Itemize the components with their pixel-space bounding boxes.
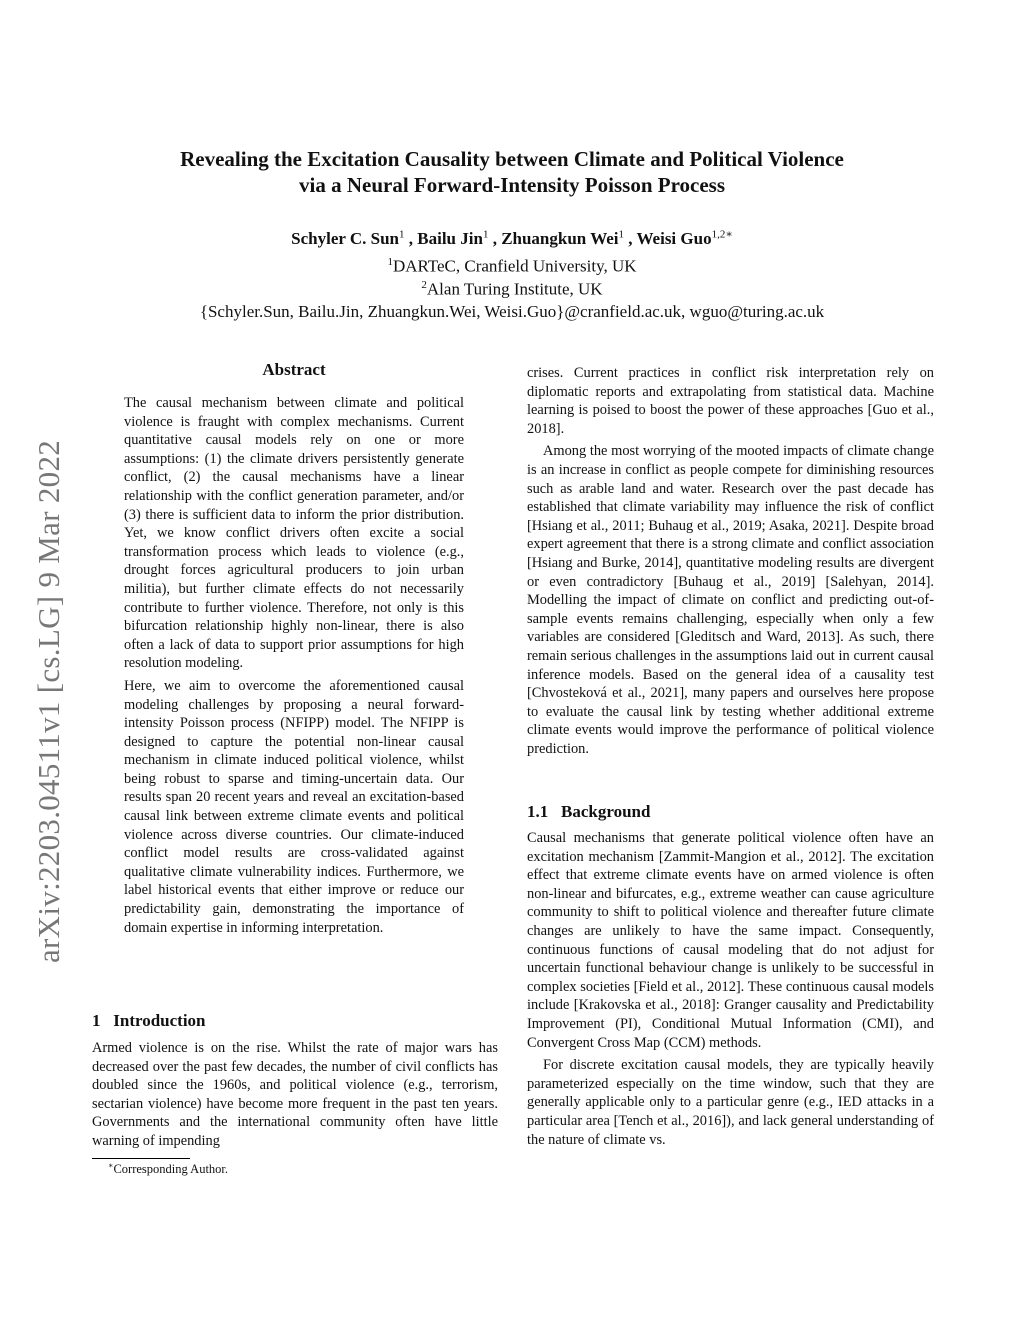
section-background-heading bbox=[527, 802, 650, 822]
author-2: Bailu Jin bbox=[417, 228, 483, 248]
paper-title bbox=[100, 146, 924, 198]
footnote-rule bbox=[92, 1158, 190, 1159]
section-title: Introduction bbox=[113, 1011, 206, 1030]
footnote bbox=[108, 1161, 228, 1177]
introduction-paragraph-2: Among the most worrying of the mooted impacts of climate change is an increase in conflict as people compete for diminishing resources such as arable land and water. Research over the past decade has established that climate variability may influence the risk of conflict [Hsiang et al., 2011; Buhaug et al., 2019; Asaka, 2021]. Despite broad expert agreement that there is a strong climate and conflict association [Hsiang and Burke, 2014], quantitative modeling results are divergent or even contradictory [Buhaug et al., 2019] [Salehyan, 2014]. Modelling the impact of climate on conflict and predicting out-of-sample events remains challenging, especially when only a few variables are considered [Gleditsch and Ward, 2013]. As such, there remain serious challenges in the assumptions laid out in current causal inference models. Based on the general idea of a causality test [Chvosteková et al., 2021], many papers and ourselves here propose to evaluate the causal link by testing whether additional extreme climate events would improve the performance of political violence prediction. bbox=[527, 443, 934, 757]
introduction-body-right bbox=[527, 364, 934, 758]
introduction-body-left bbox=[92, 1039, 498, 1151]
author-4-sup: 1,2∗ bbox=[711, 228, 733, 240]
author-emails: {Schyler.Sun, Bailu.Jin, Zhuangkun.Wei, Weisi.Guo}@cranfield.ac.uk, wguo@turing.ac.uk bbox=[199, 302, 825, 321]
title-line-2: via a Neural Forward-Intensity Poisson Process bbox=[299, 173, 725, 197]
affiliation-2 bbox=[100, 274, 924, 301]
title-line-1: Revealing the Excitation Causality between Climate and Political Violence bbox=[180, 147, 844, 171]
section-number: 1 bbox=[92, 1011, 101, 1030]
abstract-body bbox=[124, 394, 464, 937]
introduction-paragraph-continued: crises. Current practices in conflict risk interpretation rely on diplomatic reports and extrapolating from statistical data. Machine learning is poised to boost the power of these approaches [Guo et al., 2018]. bbox=[527, 365, 934, 437]
footnote-mark: ∗ bbox=[108, 1161, 114, 1170]
arxiv-stamp-text: arXiv:2203.04511v1 [cs.LG] 9 Mar 2022 bbox=[31, 439, 66, 963]
author-1: Schyler C. Sun bbox=[291, 228, 400, 248]
background-paragraph-1: Causal mechanisms that generate political violence often have an excitation mechanism [Zammit-Mangion et al., 2012]. The excitation effect that extreme climate events have on armed violence is often non-linear and bifurcates, e.g., extreme weather can cause agriculture community to shift to political violence and thereafter future climate changes are unlikely to have the same impact. Consequently, continuous functions of causal modeling that do not adjust for uncertain functional behaviour change is unlikely to be successful in complex societies [Field et al., 2012]. These continuous causal models include [Krakovska et al., 2018]: Granger causality and Predictability Improvement (PI), Conditional Mutual Information (CMI), and Convergent Cross Map (CCM) methods. bbox=[527, 830, 934, 1051]
abstract-paragraph-1: The causal mechanism between climate and political violence is fraught with complex mechanisms. Current quantitative causal models rely on one or more assumptions: (1) the climate drivers persistently generate conflict, (2) the causal mechanisms have a linear relationship with the conflict generation parameter, and/or (3) there is sufficient data to inform the prior distribution. Yet, we know conflict drivers often excite a social transformation process which leads to violence (e.g., drought forces agricultural producers to join urban militia), but further climate effects do not necessarily contribute to further violence. Therefore, not only is this bifurcation relationship highly non-linear, there is also often a lack of data to support prior assumptions for high resolution modeling. bbox=[124, 395, 464, 672]
author-3: Zhuangkun Wei bbox=[501, 228, 619, 248]
author-3-sup: 1 bbox=[618, 228, 625, 240]
affiliation-1-sup: 1 bbox=[387, 256, 393, 268]
author-1-sup: 1 bbox=[399, 228, 405, 240]
background-paragraph-2: For discrete excitation causal models, they are typically heavily parameterized especially on the time window, such that they are generally applicable only to a particular genre (e.g., IED attacks in a particular area [Tench et al., 2016]), and lack general understanding of the nature of climate vs. bbox=[527, 1057, 934, 1148]
affiliation-2-text: Alan Turing Institute, UK bbox=[426, 279, 603, 299]
background-body bbox=[527, 829, 934, 1149]
introduction-paragraph-1: Armed violence is on the rise. Whilst the rate of major wars has decreased over the past few decades, the number of civil conflicts has doubled since the 1960s, and political violence (e.g., terrorism, sectarian violence) have become more frequent in the past ten years. Governments and the international community often have little warning of impending bbox=[92, 1040, 498, 1149]
section-introduction-heading bbox=[92, 1011, 206, 1031]
author-separator: , bbox=[488, 228, 502, 248]
abstract-heading: Abstract bbox=[262, 360, 326, 379]
footnote-text: Corresponding Author. bbox=[113, 1162, 229, 1177]
affiliation-2-sup: 2 bbox=[421, 279, 427, 291]
author-separator: , bbox=[624, 228, 637, 248]
affiliation-1-text: DARTeC, Cranfield University, UK bbox=[392, 256, 637, 276]
subsection-title: Background bbox=[561, 802, 651, 821]
subsection-number: 1.1 bbox=[527, 802, 549, 821]
author-2-sup: 1 bbox=[482, 228, 489, 240]
arxiv-stamp bbox=[23, 355, 66, 963]
author-separator: , bbox=[404, 228, 418, 248]
author-list bbox=[100, 223, 924, 250]
abstract-paragraph-2: Here, we aim to overcome the aforementioned causal modeling challenges by proposing a neural forward-intensity Poisson process (NFIPP) model. The NFIPP is designed to capture the potential non-linear causal mechanism in climate induced political violence, whilst being robust to sparse and timing-uncertain data. Our results span 20 recent years and reveal an excitation-based causal link between extreme climate events and political violence across diverse countries. Our climate-induced conflict model results are cross-validated against qualitative climate vulnerability indices. Furthermore, we label historical events that either improve or reduce our predictability gain, demonstrating the importance of domain expertise in informing interpretation. bbox=[124, 677, 464, 936]
author-4: Weisi Guo bbox=[636, 228, 712, 248]
